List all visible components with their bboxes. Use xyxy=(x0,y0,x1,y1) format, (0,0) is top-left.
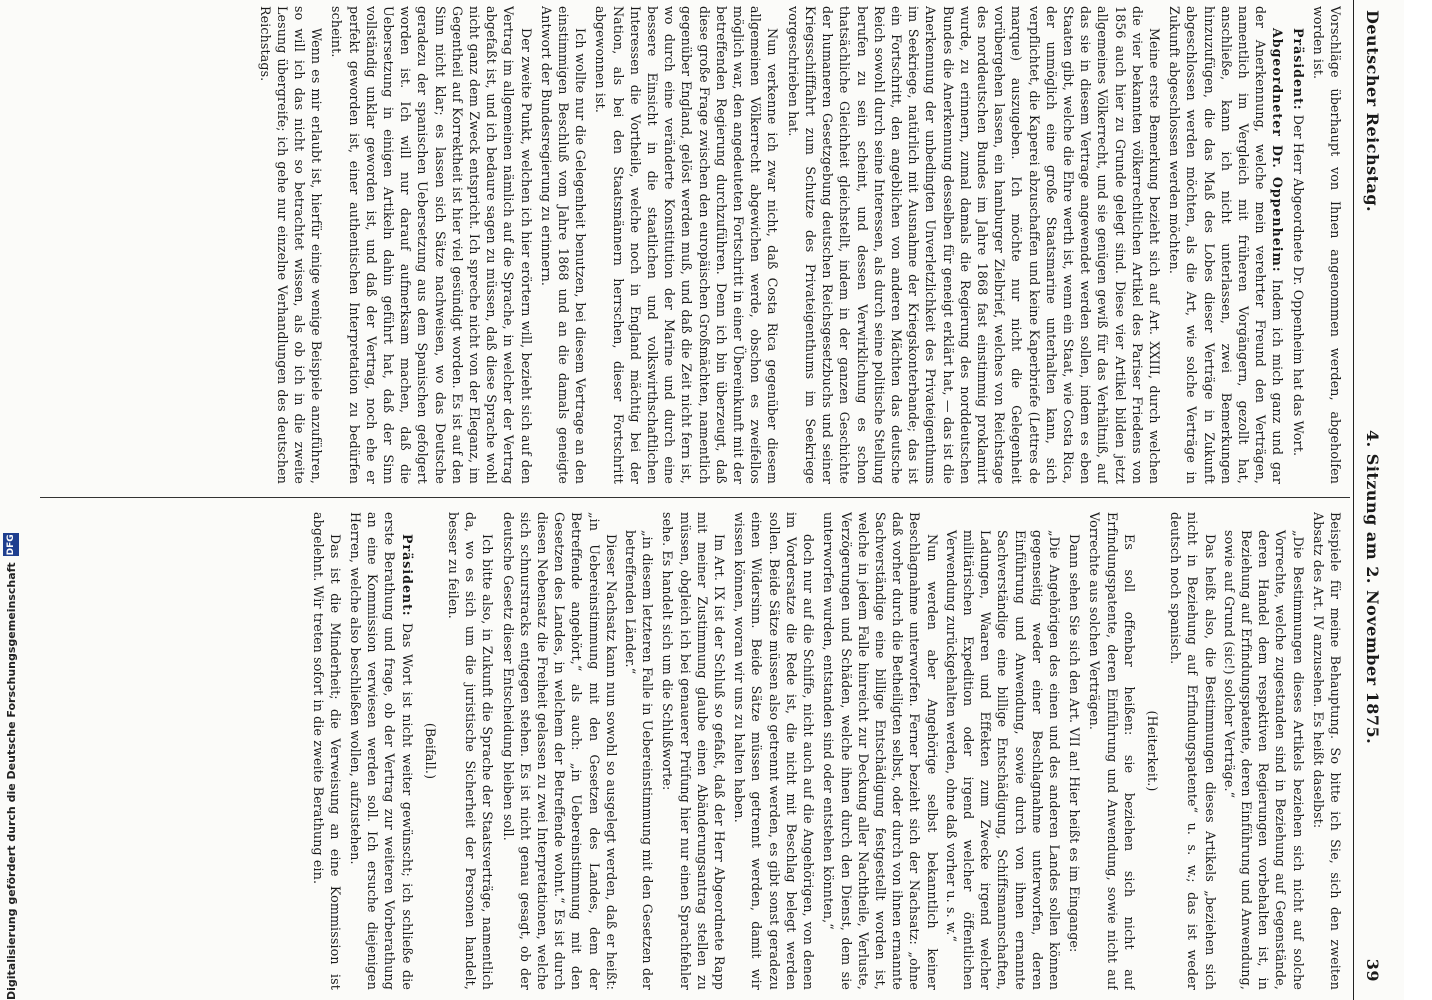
body-paragraph: Der zweite Punkt, welchen ich hier erörtern will, bezieht sich auf den Vertrag im allgemeinen nämlich auf die Sprache, in welcher der Vertrag abgefaßt ist, und ich bedaure sagen zu müssen, daß diese Sprache wohl nicht ganz dem Zweck entspricht. Ich spreche nicht von der Eleganz, im Gegentheil auf Korrektheit ist hier viel gesündigt worden. Es ist auf den Sinn nicht klar; es lassen sich Sätze nachweisen, wo das Deutsche geradezu der spanischen Uebersetzung aus dem Spanischen gefolgert worden ist. Ich will nur darauf aufmerksam machen, daß die Uebersetzung in einigen Artikeln dahin geführt hat, daß der Sinn vollständig unklar geworden ist, und daß der Vertrag, noch ehe er perfekt geworden ist, einer authentischen Interpretation zu bedürfen scheint. xyxy=(329,6,534,484)
speech-text: Indem ich mich ganz und gar der Anerkennung, welche mein verehrter Freund den Verträgen, namentlich im Vergleich mit früheren Vorgängern, gezollt hat, anschließe, kann ich nicht unterlassen, zwei Bemerkungen hinzuzufügen, die das Maß des Lobes dieser Verträge in Zukunft abgeschlossen werden möchten, als die Art, wie solche Verträge in Zukunft abgeschlossen werden möchten. xyxy=(1167,6,1286,484)
stage-direction: (Heiterkeit.) xyxy=(1144,710,1160,792)
body-paragraph: Nun werden aber Angehörige selbst bekanntlich keiner Beschlagnahme unterworfen. Ferner bezieht sich der Nachsatz: „ohne daß vorher durch die Betheiligten selbst, oder durch von ihnen ernannte Sachverständige eine billige Entschädigung festgestellt worden ist, welche in jedem Falle hinreicht zur Deckung aller Nachtheile, Verluste, Verzögerungen und Schäden, welche ihnen durch den Dienst, dem sie unterworfen wurden, entstanden sind oder entstehen könnten,“ xyxy=(821,512,940,990)
page-number: 39 xyxy=(1363,958,1382,982)
body-paragraph: Dann sehen Sie sich den Art. VII an! Hier heißt es im Eingange: xyxy=(1067,534,1083,953)
column-divider xyxy=(40,497,1350,498)
quoted-passage: „Die Bestimmungen dieses Artikels beziehen sich nicht auf solche Vorrechte, welche zugestanden sind in Beziehung auf Gegenstände, deren Handel dem respektiven Regierungen vorbehalten ist, in Beziehung auf Erfindungspatente, deren Einführung und Anwendung, sowie auf Grund (sic!) solcher Verträge.“ xyxy=(1221,530,1306,990)
speech-paragraph xyxy=(347,512,416,990)
dfg-logo-icon: DFG xyxy=(3,533,19,556)
body-paragraph: Meine erste Bemerkung bezieht sich auf Art. XXIII, durch welchen die vier bekannten völkerrechtlichen Artikel des Pariser Friedens von 1856 auch hier zu Grunde gelegt sind. Diese vier Artikel bilden jetzt allgemeines Völkerrecht, und sie genügen gewiß für das Verhältniß, auf das sie in diesem Vertrage angewendet werden sollen, indem es eben Staaten gibt, welche die Ehre werth ist, wenn ein Staat, wie Costa Rica, der unmöglich eine große Staatsmarine unterhalten kann, sich verpflichtet, die Kaperei abzuschaffen und keine Kaperbriefe (Lettres de marque) auszugeben. Ich möchte nur nicht die Gelegenheit vorübergehen lassen, ein hamburger Zielbrief, welches von Reichstage des norddeutschen Bundes im Jahre 1868 fast einstimmig proklamirt wurde, zu erinnern, zumal damals die Regierung des norddeutschen Bundes die Anerkennung desselben für geneigt erklärt hat, — das ist die Anerkennung der unbedingten Unverletzlichkeit des Privateigenthums im Seekriege, natürlich mit Ausnahme der Kriegskonterbande; das ist ein Fortschritt, den angeblichen von anderen Mächten das deutsche Reich sowohl durch seine Interessen, als durch seine politische Stellung berufen zu sein scheint, und dessen Verwirklichung es schon thatsächliche Gleichheit gleichstellt, indem in der ganzen Geschichte der humaneren Gesetzgebung deutschen Reichsgesetzbuchs und seiner Kriegsschifffahrt zum Schutze des Privateigenthums im Seekriege vorgeschrieben hat. xyxy=(785,6,1162,484)
header-rule xyxy=(1353,0,1354,1000)
rotated-page xyxy=(5,0,1400,1000)
running-head-center: 4. Sitzung am 2. November 1875. xyxy=(1363,430,1382,745)
right-column xyxy=(44,512,1344,990)
body-paragraph: Im Art. IX ist der Schluß so gefaßt, daß der Herr Abgeordnete Rapp mit meiner Zustimmung glaube einen Abänderungsantrag stellen zu müssen, obgleich ich bei genauerer Prüfung hier nur einen Sprachfehler sehe. Es handelt sich um die Schlußworte: xyxy=(660,512,728,990)
body-paragraph: Es soll offenbar heißen: sie beziehen sich nicht auf Erfindungspatente, deren Einführung und Anwendung, sowie nicht auf Vorrechte aus solchen Verträgen. xyxy=(1087,512,1137,990)
body-paragraph: Wenn es mir erlaubt ist, hierfür einige wenige Beispiele anzuführen, so will ich das nicht so betrachtet wissen, als ob ich in die zweite Lesung übergreife; ich gehe nur einzelne Verhandlungen des deutschen Reichstags. xyxy=(257,6,325,484)
body-paragraph: Nun verkenne ich zwar nicht, daß Costa Rica gegenüber diesem allgemeinen Völkerrecht abgewichen werde, obschon es zweifellos möglich war, den angedeuteten Fortschritt in einer Übereinkunft mit der betreffenden Regierung durchzuführen. Denn ich bin überzeugt, daß diese große Frage zwischen den europäischen Großmächten, namentlich gegenüber England, gelöst werden muß, und daß die Zeit nicht fern ist, wo durch eine veränderte Konstitution der Marine und durch eine bessere Einsicht in die staatlichen und volkswirthschaftlichen Interessen die Vortheile, welche noch in England mächtig bei der Nation, als bei den Staatsmännern herrschen, dieser Fortschritt abgewonnen ist. xyxy=(593,6,781,484)
stage-direction: (Beifall.) xyxy=(422,722,438,780)
body-paragraph: Vorschläge überhaupt von Ihnen angenommen werden, abgeholfen worden ist. xyxy=(1310,6,1343,484)
speech-text: Der Herr Abgeordnete Dr. Oppenheim hat das Wort. xyxy=(1290,114,1306,457)
speech-paragraph xyxy=(1166,6,1286,484)
body-paragraph: Das heißt also, die Bestimmungen dieses Artikels „beziehen sich nicht in Beziehung auf Erfindungspatente“ u. s. w.; das ist weder deutsch noch spanisch. xyxy=(1168,512,1218,990)
page-margin xyxy=(1404,0,1432,1000)
funding-stamp xyxy=(2,534,20,1000)
speaker-name: Präsident: xyxy=(1290,28,1306,111)
body-paragraph: Ich bitte also, in Zukunft die Sprache der Staatsverträge, namentlich da, wo es sich um die juristische Sicherheit der Personen handelt, besser zu feilen. xyxy=(446,512,496,990)
body-paragraph: Das ist die Minderheit; die Verweisung an eine Kommission ist abgelehnt. Wir treten sofort in die zweite Berathung ein. xyxy=(310,512,343,990)
running-head-left: Deutscher Reichstag. xyxy=(1363,10,1382,213)
left-column xyxy=(44,6,1344,484)
speaker-name: Abgeordneter Dr. Oppenheim: xyxy=(1270,28,1286,273)
speech-text: Das Wort ist nicht weiter gewünscht; ich schließe die erste Berathung und frage, ob der Vertrag zur weiteren Vorberathung an eine Kommission verwiesen werden soll. Ich ersuche diejenigen Herren, welche also beschließen wollen, aufzustehen. xyxy=(348,512,415,990)
body-paragraph: Dieser Nachsatz kann nun sowohl so ausgelegt werden, daß er heißt: „in Uebereinstimmung mit den Gesetzen des Landes, dem der Betreffende angehört,“ als auch: „in Uebereinstimmung mit den Gesetzen des Landes, in welchem der Betreffende wohnt.“ Es ist durch diesen Nebensatz die Freiheit gelassen zu zwei Interpretationen, welche sich schnurstracks entgegen stehen. Es ist nicht genau gesagt, ob der deutsche Gesetz dieser Entscheidung bleiben soll. xyxy=(500,512,619,990)
speech-paragraph xyxy=(1289,6,1306,484)
quoted-passage: „in diesem letzteren Falle in Uebereinstimmung mit den Gesetzen der betreffenden Länder.“ xyxy=(623,530,656,990)
speaker-name: Präsident: xyxy=(399,534,415,617)
body-paragraph: Ich wollte nur die Gelegenheit benutzen, bei diesem Vertrage an den einstimmigen Beschluß vom Jahre 1868 und an die damals geneigte Antwort der Bundesregierung zu erinnern. xyxy=(538,6,589,484)
funding-stamp-text: Digitalisierung gefördert durch die Deutsche Forschungsgemeinschaft xyxy=(4,562,18,1000)
quoted-passage: „Die Angehörigen des einen und des anderen Landes sollen können gegenseitig weder einer Beschlagnahme unterworfen, deren Einführung und Anwendung, sowie durch von ihnen ernannte Sachverständige eine billige Entschädigung, Schiffsmannschaften, Ladungen, Waaren und Effekten zum Zwecke irgend welcher militärischen Expedition oder irgend welcher öffentlichen Verwendung zurückgehalten werden, ohne daß vorher u. s. w.“ xyxy=(943,530,1062,990)
body-paragraph: Beispiele für meine Behauptung. So bitte ich Sie, sich den zweiten Absatz des Art. IV anzusehen. Es heißt daselbst: xyxy=(1310,512,1343,990)
running-head xyxy=(1360,10,1382,990)
body-paragraph: doch nur auf die Schiffe, nicht auch auf die Angehörigen, von denen im Vordersatze die Rede ist, die nicht mit Beschlag belegt werden sollen. Beide Sätze müssen also getrennt werden, es gibt sonst geradezu einen Widersinn. Beide Sätze müssen getrennt werden, damit wir wissen können, woran wir uns zu halten haben. xyxy=(732,512,817,990)
